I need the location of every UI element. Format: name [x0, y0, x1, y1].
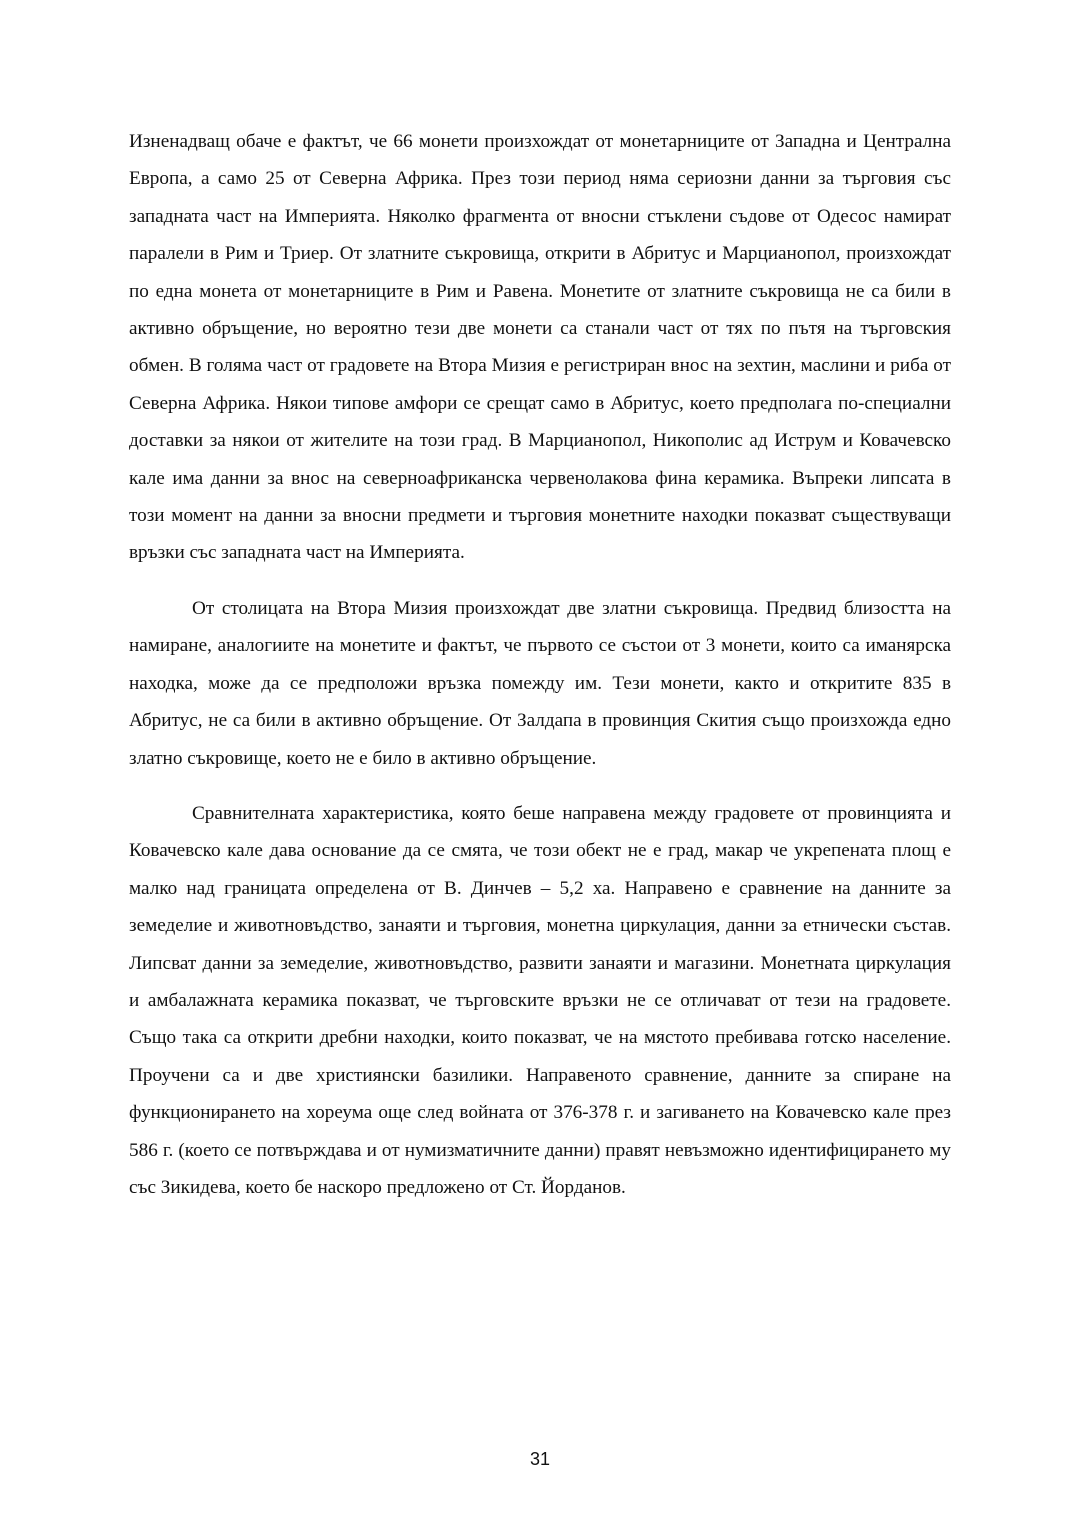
paragraph-3: Сравнителната характеристика, която беше направена между градовете от провинцията и Ковачевско кале дава основание да се смята, че този обект не е град, макар че укрепената площ е малко над границата определена от В. Динчев – 5,2 ха. Направено е сравнение на данните за земеделие и животновъдство, занаяти и търговия, монетна циркулация, данни за етнически състав. Липсват данни за земеделие, животновъдство, развити занаяти и магазини. Монетната циркулация и амбалажната керамика показват, че търговските връзки не се отличават от тези на градовете. Също така са открити дребни находки, които показват, че на мястото пребивава готско население. Проучени са и две християнски базилики. Направеното сравнение, данните за спиране на функционирането на хореума още след войната от 376-378 г. и загиването на Ковачевско кале през 586 г. (което се потвърждава и от нумизматичните данни) правят невъзможно идентифицирането му със Зикидева, което бе наскоро предложено от Ст. Йорданов. [129, 802, 951, 1198]
page-number: 31 [529, 1449, 551, 1469]
paragraph-1: Изненадващ обаче е фактът, че 66 монети произхождат от монетарниците от Западна и Централна Европа, а само 25 от Северна Африка. През този период няма сериозни данни за търговия със западната част на Империята. Няколко фрагмента от вносни стъклени съдове от Одесос намират паралели в Рим и Триер. От златните съкровища, открити в Абритус и Марцианопол, произхождат по една монета от монетарниците в Рим и Равена. Монетите от златните съкровища не са били в активно обръщение, но вероятно тези две монети са станали част от тях по пътя на търговския обмен. В голяма част от градовете на Втора Мизия е регистриран внос на зехтин, маслини и риба от Северна Африка. Някои типове амфори се срещат само в Абритус, което предполага по-специални доставки за някои от жителите на този град. В Марцианопол, Никополис ад Иструм и Ковачевско кале има данни за внос на северноафриканска червенолакова фина керамика. Въпреки липсата в този момент на данни за вносни предмети и търговия монетните находки показват съществуващи връзки със западната част на Империята. [129, 131, 951, 564]
paragraph-2: От столицата на Втора Мизия произхождат две златни съкровища. Предвид близостта на намиране, аналогиите на монетите и фактът, че първото се състои от 3 монети, които са иманярска находка, може да се предположи връзка помежду им. Тези монети, както и откритите 835 в Абритус, не са били в активно обръщение. От Залдапа в провинция Скития също произхожда едно златно съкровище, което не е било в активно обръщение. [129, 597, 951, 769]
document-body [129, 123, 951, 1206]
